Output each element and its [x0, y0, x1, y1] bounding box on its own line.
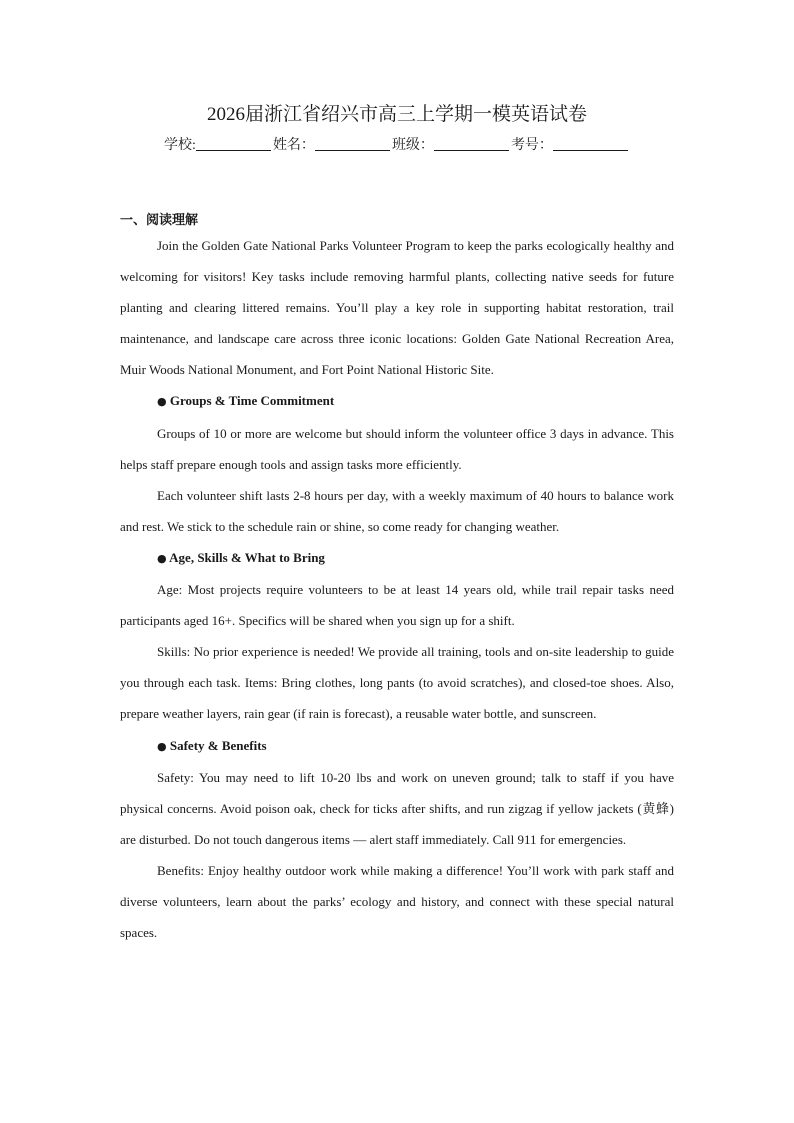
paragraph-benefits: Benefits: Enjoy healthy outdoor work while making a difference! You’ll work with park staff and diverse volunteers, learn about the parks’ ecology and history, and connect with these special natural spaces.	[120, 862, 674, 941]
paragraph-skills: Skills: No prior experience is needed! We provide all training, tools and on-site leadership to guide you through each task. Items: Bring clothes, long pants (to avoid scratches), and closed-toe shoes. Also, prepare weather layers, rain gear (if rain is forecast), a reusable water bottle, and sunscreen.	[120, 644, 674, 722]
bullet-icon: ●	[157, 395, 167, 409]
class-label: 班级：	[391, 138, 434, 153]
name-blank	[315, 136, 390, 151]
paragraph-age: Age: Most projects require volunteers to be at least 14 years old, while trail repair tasks need participants aged 16+. Specifics will be shared when you sign up for a shift.	[120, 582, 674, 629]
student-info-line	[120, 132, 674, 160]
exam-page	[120, 100, 674, 948]
bullet-icon: ●	[157, 551, 167, 565]
paragraph-safety: Safety: You may need to lift 10-20 lbs and work on uneven ground; talk to staff if you have physical concerns. Avoid poison oak, check for ticks after shifts, and run zigzag if yellow jackets (黄蜂) are disturbed. Do not touch dangerous items — alert staff immediately. Call 911 for emergencies.	[120, 769, 674, 847]
page-title: 2026届浙江省绍兴市高三上学期一模英语试卷	[206, 104, 587, 125]
passage-intro: Join the Golden Gate National Parks Volunteer Program to keep the parks ecologically healthy and welcoming for visitors! Key tasks include removing harmful plants, collecting native seeds for future planting and clearing littered remains. You’ll play a key role in supporting habitat restoration, trail maintenance, and landscape care across three iconic locations: Golden Gate National Recreation Area, Muir Woods National Monument, and Fort Point National Historic Site.	[120, 238, 674, 378]
subheading-safety-text: Safety & Benefits	[169, 737, 267, 753]
bullet-icon: ●	[157, 739, 167, 753]
paragraph-groups: Groups of 10 or more are welcome but should inform the volunteer office 3 days in advance. This helps staff prepare enough tools and assign tasks more efficiently.	[120, 425, 674, 472]
number-blank	[553, 136, 628, 151]
name-label: 姓名：	[272, 138, 315, 153]
subheading-groups-text: Groups & Time Commitment	[169, 393, 335, 409]
subheading-age-skills-text: Age, Skills & What to Bring	[169, 549, 325, 565]
section-heading: 一、阅读理解	[120, 212, 199, 227]
paragraph-shift: Each volunteer shift lasts 2-8 hours per day, with a weekly maximum of 40 hours to balance work and rest. We stick to the schedule rain or shine, so come ready for changing weather.	[120, 487, 674, 534]
school-blank	[196, 136, 271, 151]
class-blank	[434, 136, 509, 151]
number-label: 考号：	[510, 138, 553, 153]
subheading-age-skills	[120, 542, 674, 574]
subheading-safety	[120, 730, 674, 762]
subheading-groups	[120, 385, 674, 417]
school-label: 学校:	[164, 138, 196, 153]
